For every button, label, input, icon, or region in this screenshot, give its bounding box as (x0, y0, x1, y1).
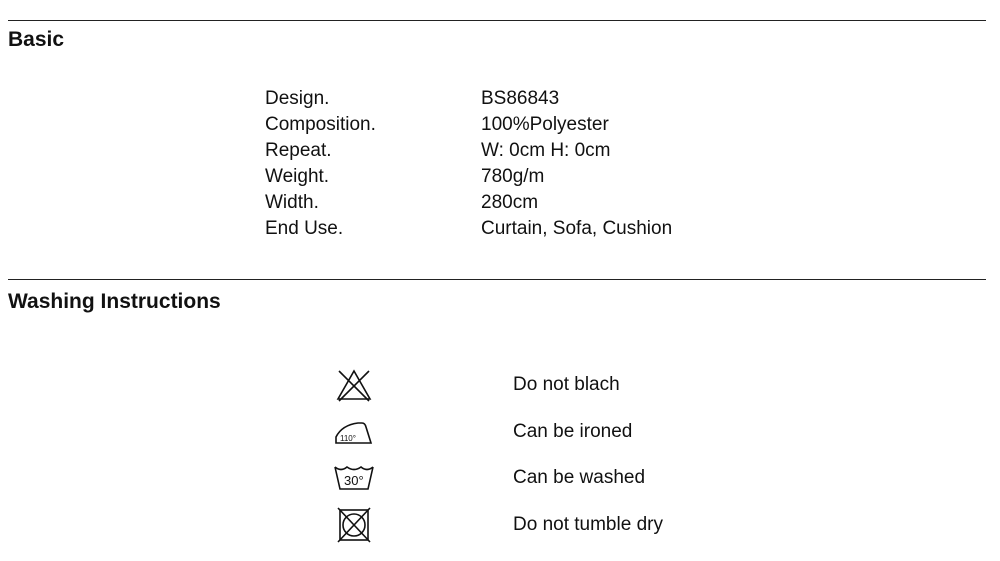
spec-value: 280cm (481, 192, 539, 213)
spec-value: 100%Polyester (481, 114, 609, 135)
basic-section-title: Basic (8, 28, 65, 51)
care-item-wash (332, 455, 663, 502)
spec-value: W: 0cm H: 0cm (481, 140, 611, 161)
spec-label: End Use. (265, 218, 344, 239)
care-text: Can be ironed (513, 420, 633, 442)
care-text: Can be washed (513, 467, 646, 489)
care-item-do-not-tumble-dry (332, 502, 663, 549)
care-item-do-not-bleach (332, 362, 663, 409)
spec-row-end-use (265, 216, 672, 242)
spec-row-weight (265, 164, 672, 190)
middle-divider (8, 279, 986, 280)
spec-value: Curtain, Sofa, Cushion (481, 218, 673, 239)
spec-table (265, 86, 672, 242)
spec-row-width (265, 190, 672, 216)
top-divider (8, 20, 986, 21)
washing-section-title: Washing Instructions (8, 290, 221, 313)
wash-temperature-label: 30° (344, 473, 364, 489)
spec-value: BS86843 (481, 88, 560, 109)
spec-row-repeat (265, 138, 672, 164)
spec-label: Weight. (265, 166, 330, 187)
spec-label: Design. (265, 88, 330, 109)
care-instructions-list (332, 362, 663, 548)
care-text: Do not blach (513, 374, 620, 396)
spec-label: Width. (265, 192, 319, 213)
spec-label: Repeat. (265, 140, 332, 161)
wash-30-icon (332, 458, 376, 498)
iron-temperature-label: 110° (340, 433, 356, 443)
care-text: Do not tumble dry (513, 513, 663, 535)
spec-value: 780g/m (481, 166, 545, 187)
spec-label: Composition. (265, 114, 376, 135)
do-not-bleach-icon (332, 365, 376, 405)
care-item-iron (332, 409, 663, 456)
iron-110-icon (332, 412, 376, 452)
spec-row-composition (265, 112, 672, 138)
spec-row-design (265, 86, 672, 112)
do-not-tumble-dry-icon (332, 505, 376, 545)
